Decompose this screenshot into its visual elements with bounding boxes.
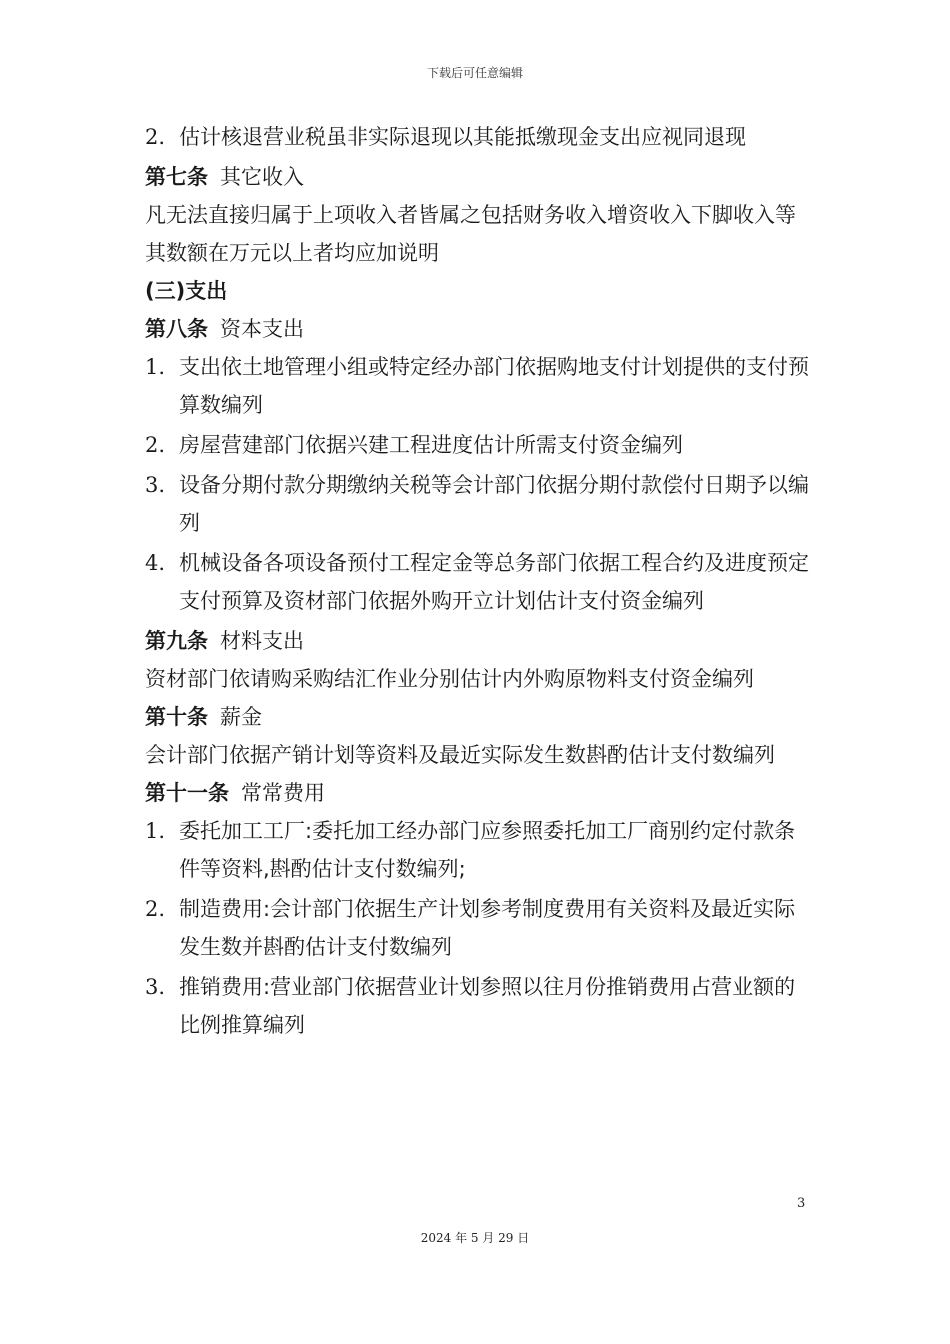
list-text: 机械设备各项设备预付工程定金等总务部门依据工程合约及进度预定支付预算及资材部门依据外购开立计划估计支付资金编列 <box>179 551 809 613</box>
article-label: 第八条 <box>145 317 208 341</box>
list-text: 制造费用:会计部门依据生产计划参考制度费用有关资料及最近实际发生数并斟酌估计支付数编列 <box>179 897 796 959</box>
list-number: 2. <box>145 433 166 457</box>
list-number: 1. <box>145 355 166 379</box>
article-heading-11 <box>145 774 810 812</box>
list-number: 4. <box>145 551 166 575</box>
article-label: 第七条 <box>145 165 208 189</box>
article-10-body: 会计部门依据产销计划等资料及最近实际发生数斟酌估计支付数编列 <box>145 743 775 767</box>
list-item <box>145 426 810 464</box>
document-body <box>145 118 810 1046</box>
list-text: 委托加工工厂:委托加工经办部门应参照委托加工厂商别约定付款条件等资料,斟酌估计支付数编列; <box>179 819 796 881</box>
article-label: 第十条 <box>145 705 208 729</box>
list-text: 支出依土地管理小组或特定经办部门依据购地支付计划提供的支付预算数编列 <box>179 355 809 417</box>
section-heading: (三)支出 <box>145 279 228 303</box>
list-item <box>145 466 810 542</box>
list-item <box>145 968 810 1044</box>
article-heading-9 <box>145 622 810 660</box>
page-header: 下载后可任意编辑 <box>426 66 523 80</box>
article-title: 资本支出 <box>220 317 304 341</box>
list-item <box>145 118 810 156</box>
article-title: 薪金 <box>220 705 262 729</box>
article-heading-10 <box>145 698 810 736</box>
article-7-body: 凡无法直接归属于上项收入者皆属之包括财务收入增资收入下脚收入等其数额在万元以上者均应加说明 <box>145 203 796 265</box>
article-title: 材料支出 <box>220 629 304 653</box>
list-text: 房屋营建部门依据兴建工程进度估计所需支付资金编列 <box>179 433 683 457</box>
page-number: 3 <box>797 1196 806 1211</box>
list-text: 估计核退营业税虽非实际退现以其能抵缴现金支出应视同退现 <box>179 125 746 149</box>
list-number: 2. <box>145 897 166 921</box>
page-footer-date: 2024 年 5 月 29 日 <box>420 1231 530 1245</box>
list-item <box>145 812 810 888</box>
article-title: 其它收入 <box>220 165 304 189</box>
article-title: 常常费用 <box>241 781 325 805</box>
list-text: 推销费用:营业部门依据营业计划参照以往月份推销费用占营业额的比例推算编列 <box>179 975 796 1037</box>
list-number: 2. <box>145 125 166 149</box>
list-item <box>145 890 810 966</box>
article-9-body: 资材部门依请购采购结汇作业分别估计内外购原物料支付资金编列 <box>145 667 754 691</box>
list-item <box>145 348 810 424</box>
list-number: 3. <box>145 975 166 999</box>
article-label: 第十一条 <box>145 781 229 805</box>
article-heading-8 <box>145 310 810 348</box>
article-label: 第九条 <box>145 629 208 653</box>
article-heading-7 <box>145 158 810 196</box>
list-number: 3. <box>145 473 166 497</box>
list-item <box>145 544 810 620</box>
list-number: 1. <box>145 819 166 843</box>
list-text: 设备分期付款分期缴纳关税等会计部门依据分期付款偿付日期予以编列 <box>179 473 809 535</box>
